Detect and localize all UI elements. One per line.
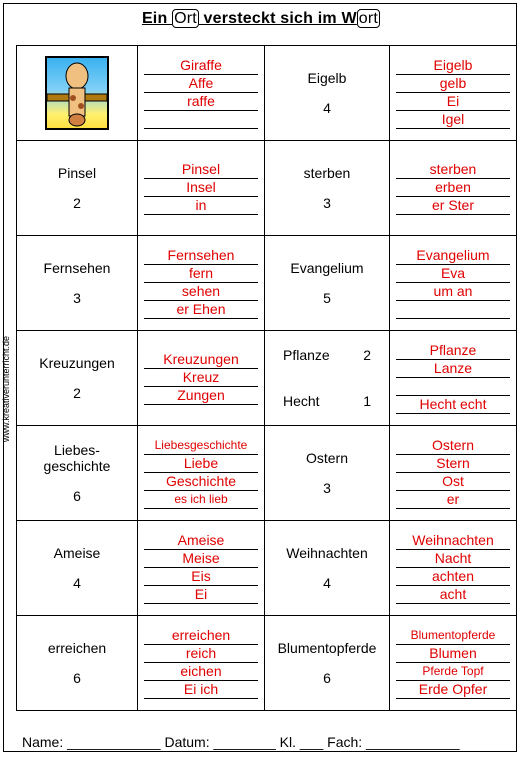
word-cell bbox=[17, 426, 138, 521]
word-label: Evangelium bbox=[290, 260, 364, 276]
answer-line[interactable]: Eis bbox=[144, 568, 258, 586]
answer-line[interactable]: Hecht echt bbox=[396, 396, 510, 414]
answer-line[interactable]: Pinsel bbox=[144, 161, 258, 179]
answer-line[interactable]: Geschichte bbox=[144, 473, 258, 491]
letter-count: 6 bbox=[323, 670, 331, 686]
answer-line[interactable]: achten bbox=[396, 568, 510, 586]
answer-cell bbox=[390, 141, 517, 236]
word-label: Fernsehen bbox=[43, 260, 111, 276]
table-row bbox=[17, 236, 517, 331]
answer-cell bbox=[138, 46, 265, 141]
answer-line[interactable]: gelb bbox=[396, 75, 510, 93]
word-label: Blumentopferde bbox=[277, 640, 377, 656]
word-label: Ameise bbox=[53, 545, 101, 561]
answer-line[interactable] bbox=[396, 378, 510, 396]
table-row bbox=[17, 521, 517, 616]
letter-count: 6 bbox=[73, 488, 81, 504]
letter-count: 4 bbox=[73, 575, 81, 591]
word-cell bbox=[17, 141, 138, 236]
answer-line[interactable]: Zungen bbox=[144, 387, 258, 405]
answer-line[interactable]: Blumen bbox=[396, 645, 510, 663]
answer-line[interactable]: reich bbox=[144, 645, 258, 663]
title-part: versteckt sich im bbox=[198, 10, 342, 27]
answer-line[interactable]: sterben bbox=[396, 161, 510, 179]
answer-line[interactable]: Blumentopferde bbox=[396, 627, 510, 645]
subject-field[interactable]: Fach: ____________ bbox=[327, 734, 460, 750]
answer-line[interactable]: Lanze bbox=[396, 360, 510, 378]
answer-line[interactable]: erreichen bbox=[144, 627, 258, 645]
answer-line[interactable]: Ameise bbox=[144, 532, 258, 550]
answer-cell bbox=[138, 426, 265, 521]
letter-count: 6 bbox=[73, 670, 81, 686]
answer-line[interactable]: Ei bbox=[144, 586, 258, 604]
word-cell bbox=[265, 141, 390, 236]
answer-line[interactable]: Pferde Topf bbox=[396, 663, 510, 681]
answer-line[interactable]: er Ehen bbox=[144, 301, 258, 319]
word-cell bbox=[265, 236, 390, 331]
word-cell bbox=[17, 616, 138, 711]
answer-line[interactable]: Ei ich bbox=[144, 681, 258, 699]
answer-line[interactable] bbox=[144, 111, 258, 129]
word-label: Eigelb bbox=[307, 70, 347, 86]
page-title bbox=[0, 10, 522, 28]
answer-line[interactable]: Weihnachten bbox=[396, 532, 510, 550]
answer-line[interactable]: Nacht bbox=[396, 550, 510, 568]
table-row bbox=[17, 331, 517, 426]
letter-count: 3 bbox=[323, 195, 331, 211]
answer-cell bbox=[138, 141, 265, 236]
answer-cell bbox=[390, 521, 517, 616]
answer-line[interactable]: Ostern bbox=[396, 437, 510, 455]
answer-line[interactable]: erben bbox=[396, 179, 510, 197]
answer-line[interactable]: Giraffe bbox=[144, 57, 258, 75]
title-part: Ein bbox=[141, 10, 173, 27]
answer-cell bbox=[390, 236, 517, 331]
answer-line[interactable]: acht bbox=[396, 586, 510, 604]
answer-cell bbox=[138, 331, 265, 426]
word-cell bbox=[17, 46, 138, 141]
title-highlight-ort: Ort bbox=[174, 10, 197, 27]
title-part: W bbox=[341, 10, 357, 27]
answer-line[interactable] bbox=[396, 301, 510, 319]
answer-cell bbox=[138, 521, 265, 616]
word-cell bbox=[17, 236, 138, 331]
word-label: Hecht bbox=[283, 393, 320, 409]
word-label: Pinsel bbox=[57, 165, 97, 181]
answer-cell bbox=[390, 331, 517, 426]
table-row bbox=[17, 616, 517, 711]
answer-line[interactable]: eichen bbox=[144, 663, 258, 681]
answer-line[interactable]: sehen bbox=[144, 283, 258, 301]
answer-line[interactable]: Evangelium bbox=[396, 247, 510, 265]
table-row bbox=[17, 141, 517, 236]
class-field[interactable]: Kl. ___ bbox=[279, 734, 324, 750]
word-table bbox=[16, 45, 517, 711]
word-cell bbox=[17, 331, 138, 426]
word-cell bbox=[17, 521, 138, 616]
word-label: Liebes- bbox=[54, 442, 100, 458]
letter-count: 5 bbox=[323, 290, 331, 306]
word-cell bbox=[265, 426, 390, 521]
answer-line[interactable]: Meise bbox=[144, 550, 258, 568]
answer-line[interactable]: Liebe bbox=[144, 455, 258, 473]
word-label: sterben bbox=[303, 165, 351, 181]
name-field[interactable]: Name: ____________ bbox=[22, 734, 161, 750]
answer-line[interactable]: raffe bbox=[144, 93, 258, 111]
answer-cell bbox=[138, 236, 265, 331]
answer-line[interactable]: fern bbox=[144, 265, 258, 283]
title-highlight-wort: ort bbox=[358, 10, 379, 27]
word-label: geschichte bbox=[43, 458, 111, 474]
answer-line[interactable]: Eva bbox=[396, 265, 510, 283]
letter-count: 2 bbox=[363, 347, 371, 363]
letter-count: 2 bbox=[73, 385, 81, 401]
letter-count: 2 bbox=[73, 195, 81, 211]
answer-line[interactable]: Igel bbox=[396, 111, 510, 129]
answer-cell bbox=[138, 616, 265, 711]
word-label: Weihnachten bbox=[286, 545, 368, 561]
answer-line[interactable]: Liebesgeschichte bbox=[144, 437, 258, 455]
table-row bbox=[17, 46, 517, 141]
answer-line[interactable]: es ich lieb bbox=[144, 491, 258, 509]
answer-line[interactable]: Eigelb bbox=[396, 57, 510, 75]
word-label: erreichen bbox=[47, 640, 107, 656]
answer-line[interactable]: Erde Opfer bbox=[396, 681, 510, 699]
answer-line[interactable]: Ei bbox=[396, 93, 510, 111]
answer-line[interactable]: Pflanze bbox=[396, 342, 510, 360]
letter-count: 1 bbox=[363, 393, 371, 409]
answer-cell bbox=[390, 46, 517, 141]
website-label: www.kreativerunterricht.de bbox=[1, 335, 11, 442]
answer-line[interactable]: Fernsehen bbox=[144, 247, 258, 265]
word-label: Pflanze bbox=[283, 347, 330, 363]
footer-fields bbox=[22, 734, 459, 750]
letter-count: 4 bbox=[323, 100, 331, 116]
date-field[interactable]: Datum: ________ bbox=[164, 734, 276, 750]
letter-count: 3 bbox=[323, 480, 331, 496]
word-label: Kreuzungen bbox=[39, 355, 115, 371]
answer-line[interactable]: er bbox=[396, 491, 510, 509]
answer-line[interactable]: Ost bbox=[396, 473, 510, 491]
letter-count: 3 bbox=[73, 290, 81, 306]
word-cell bbox=[265, 616, 390, 711]
answer-line[interactable]: Kreuzungen bbox=[144, 351, 258, 369]
answer-line[interactable]: Kreuz bbox=[144, 369, 258, 387]
word-cell bbox=[265, 331, 390, 426]
answer-line[interactable]: Affe bbox=[144, 75, 258, 93]
word-cell bbox=[265, 521, 390, 616]
answer-line[interactable]: Insel bbox=[144, 179, 258, 197]
answer-cell bbox=[390, 426, 517, 521]
answer-line[interactable]: Stern bbox=[396, 455, 510, 473]
giraffe-picture bbox=[45, 56, 109, 130]
answer-line[interactable]: in bbox=[144, 197, 258, 215]
table-row bbox=[17, 426, 517, 521]
answer-line[interactable]: er Ster bbox=[396, 197, 510, 215]
answer-line[interactable]: um an bbox=[396, 283, 510, 301]
word-label: Ostern bbox=[305, 450, 348, 466]
letter-count: 4 bbox=[323, 575, 331, 591]
word-cell bbox=[265, 46, 390, 141]
answer-cell bbox=[390, 616, 517, 711]
